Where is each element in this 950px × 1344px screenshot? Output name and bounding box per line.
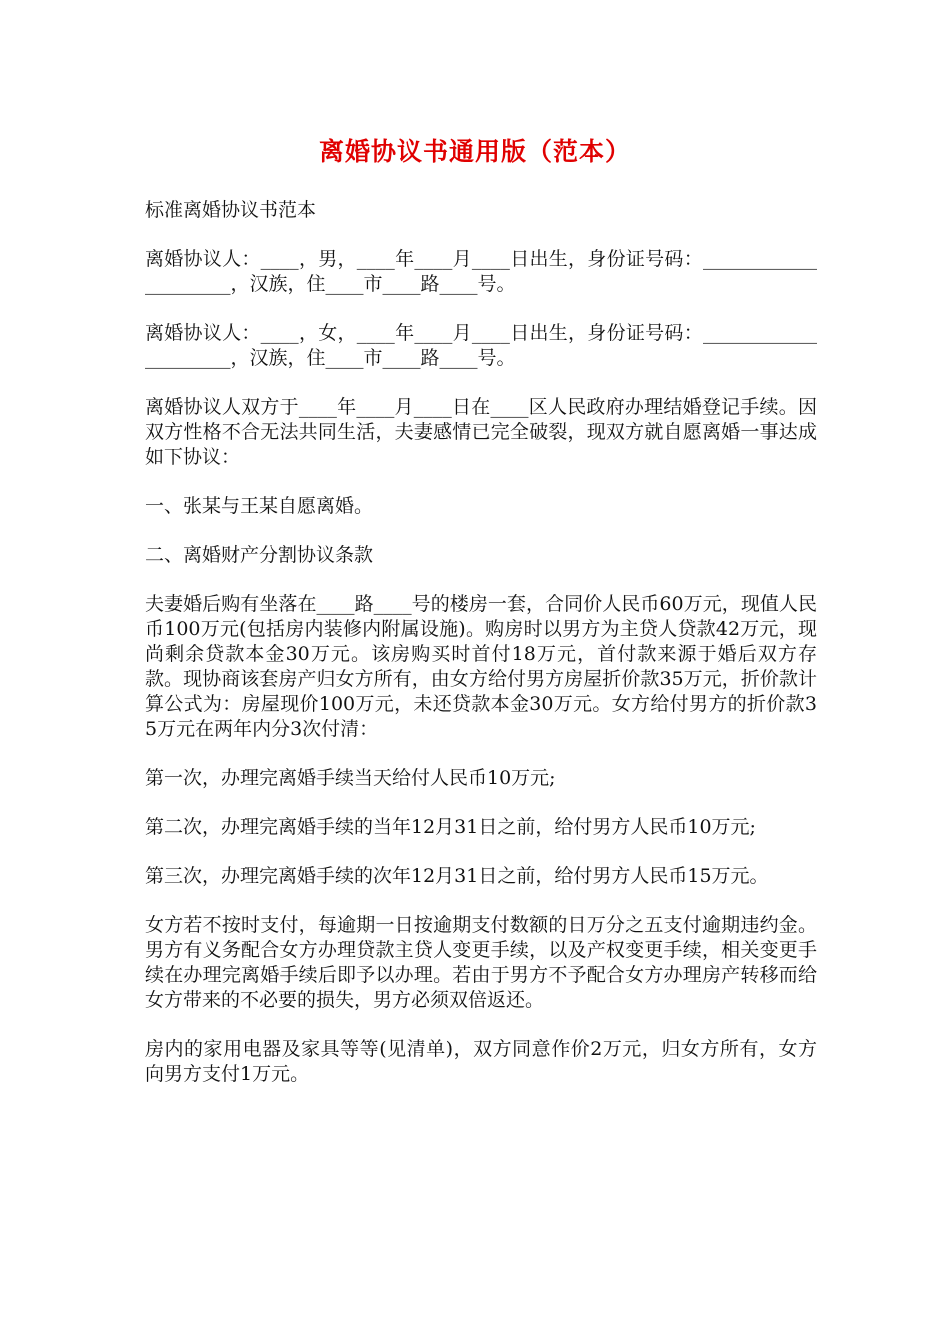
- paragraph-party-male: 离婚协议人：____，男，____年____月____日出生，身份证号码：_____________________，汉族，住____市____路____号。: [145, 248, 817, 295]
- paragraph-property-house: 夫妻婚后购有坐落在____路____号的楼房一套，合同价人民币60万元，现值人民币100万元(包括房内装修内附属设施)。购房时以男方为主贷人贷款42万元，现尚剩余贷款本金30万元。该房购买时首付18万元，首付款来源于婚后双方存款。现协商该套房产归女方所有，由女方给付男方房屋折价款35万元，折价款计算公式为：房屋现价100万元，未还贷款本金30万元。女方给付男方的折价款35万元在两年内分3次付清：: [145, 593, 817, 740]
- paragraph-payment-1: 第一次，办理完离婚手续当天给付人民币10万元;: [145, 767, 556, 789]
- paragraph-clause-1: 一、张某与王某自愿离婚。: [145, 495, 374, 517]
- paragraph-furniture: 房内的家用电器及家具等等(见清单)，双方同意作价2万元，归女方所有，女方向男方支付1万元。: [145, 1038, 817, 1085]
- paragraph-clause-2-heading: 二、离婚财产分割协议条款: [145, 544, 374, 566]
- paragraph-party-female: 离婚协议人：____，女，____年____月____日出生，身份证号码：_____________________，汉族，住____市____路____号。: [145, 322, 817, 369]
- document-title: 离婚协议书通用版（范本）: [318, 137, 631, 166]
- paragraph-marriage-registration: 离婚协议人双方于____年____月____日在____区人民政府办理结婚登记手续。因双方性格不合无法共同生活，夫妻感情已完全破裂，现双方就自愿离婚一事达成如下协议：: [145, 396, 817, 468]
- paragraph-payment-3: 第三次，办理完离婚手续的次年12月31日之前，给付男方人民币15万元。: [145, 865, 769, 887]
- paragraph-payment-2: 第二次，办理完离婚手续的当年12月31日之前，给付男方人民币10万元;: [145, 816, 756, 838]
- document-body: [145, 198, 817, 1111]
- paragraph-late-payment: 女方若不按时支付，每逾期一日按逾期支付数额的日万分之五支付逾期违约金。男方有义务配合女方办理贷款主贷人变更手续，以及产权变更手续，相关变更手续在办理完离婚手续后即予以办理。若由于男方不予配合女方办理房产转移而给女方带来的不必要的损失，男方必须双倍返还。: [145, 914, 817, 1011]
- paragraph-subtitle: 标准离婚协议书范本: [145, 199, 317, 221]
